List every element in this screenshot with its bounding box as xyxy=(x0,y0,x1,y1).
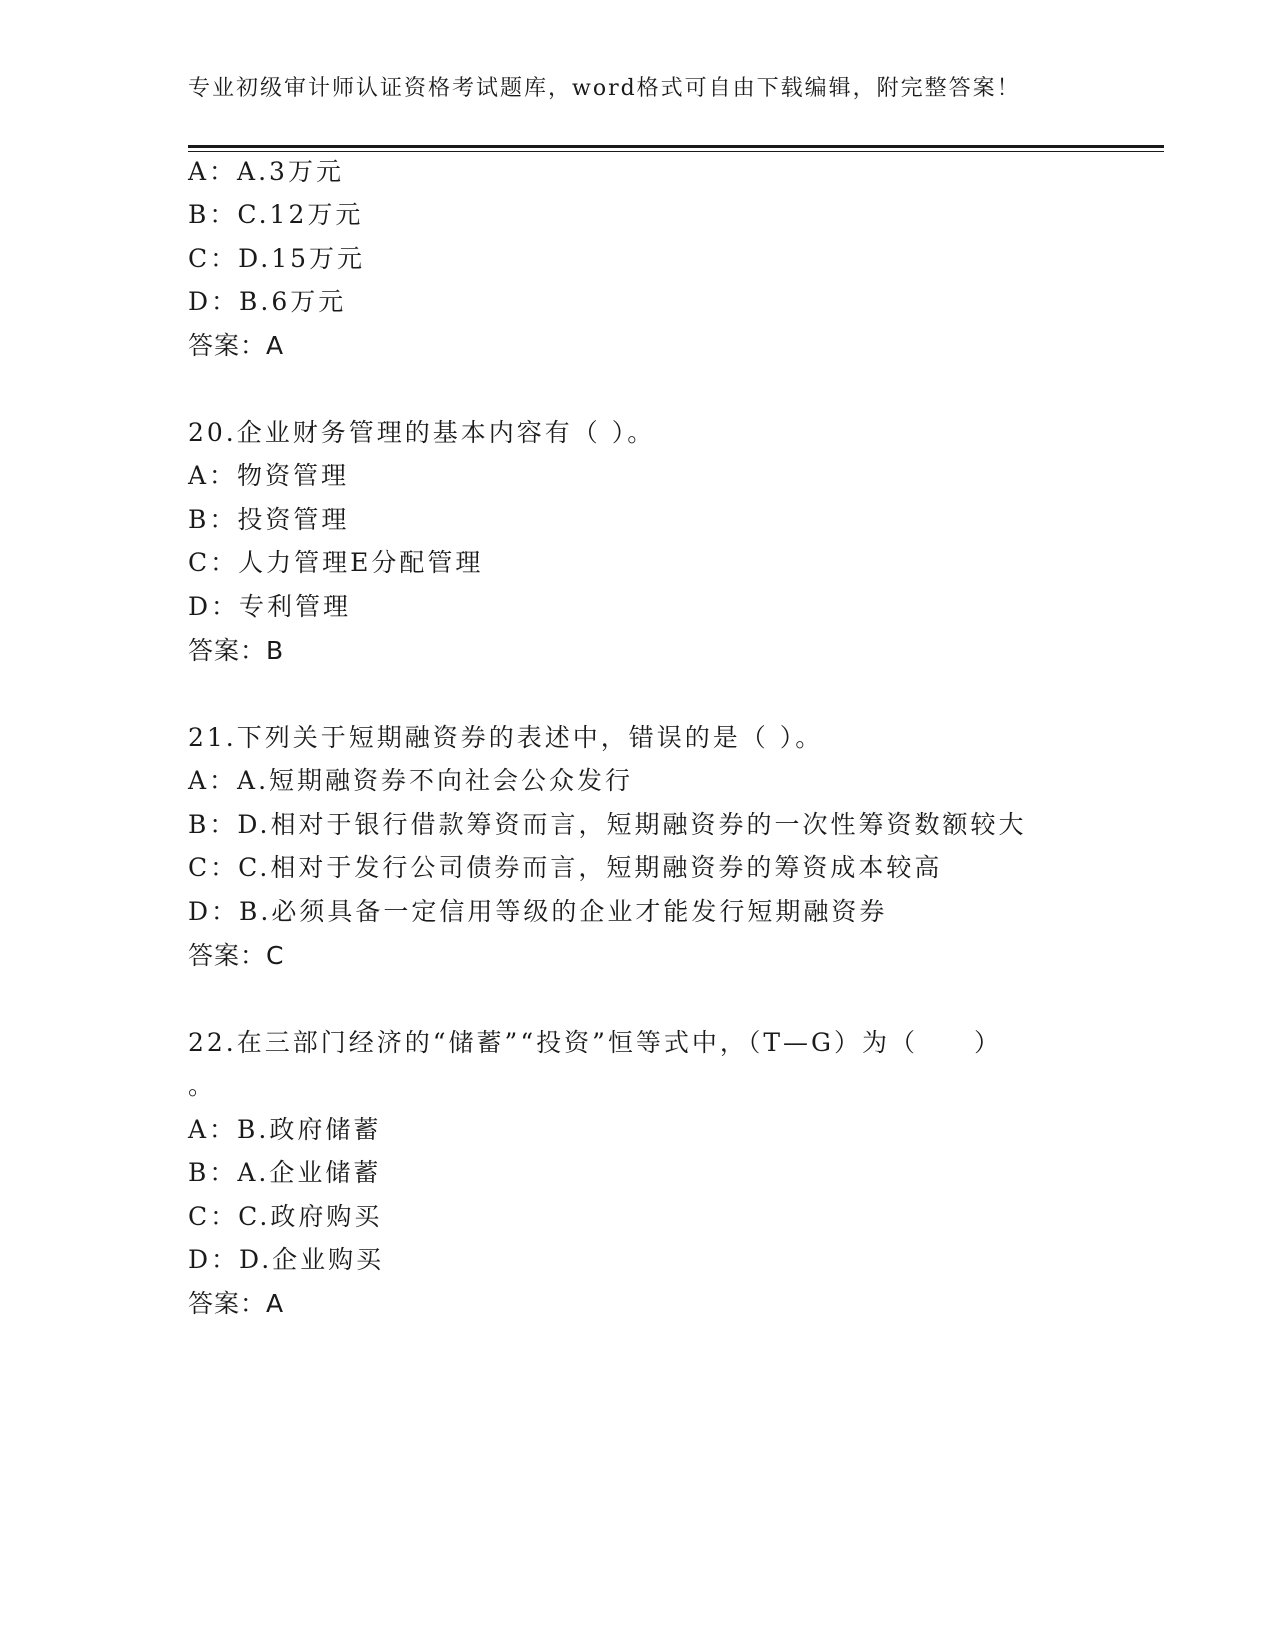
q20-option-b: B：投资管理 xyxy=(188,505,350,534)
q22-stem-continuation: 。 xyxy=(188,1071,217,1100)
q19-option-a: A：A.3万元 xyxy=(188,157,344,186)
q22-answer: 答案：A xyxy=(188,1289,285,1318)
q22-option-a: A：B.政府储蓄 xyxy=(188,1115,382,1144)
q20-stem: 20.企业财务管理的基本内容有（ ）。 xyxy=(188,418,656,447)
q20-answer: 答案：B xyxy=(188,636,285,665)
q21-stem: 21.下列关于短期融资券的表述中，错误的是（ ）。 xyxy=(188,723,824,752)
q19-option-d: D：B.6万元 xyxy=(188,287,347,316)
q21-option-d: D：B.必须具备一定信用等级的企业才能发行短期融资券 xyxy=(188,897,888,926)
q19-option-c: C：D.15万元 xyxy=(188,244,366,273)
q21-option-c: C：C.相对于发行公司债券而言，短期融资券的筹资成本较高 xyxy=(188,853,943,882)
header-rule-thin xyxy=(188,151,1164,152)
q22-option-b: B：A.企业储蓄 xyxy=(188,1158,382,1187)
q22-option-c: C：C.政府购买 xyxy=(188,1202,383,1231)
q19-answer: 答案：A xyxy=(188,331,285,360)
q19-option-b: B：C.12万元 xyxy=(188,200,364,229)
q20-option-a: A：物资管理 xyxy=(188,461,350,490)
q22-stem: 22.在三部门经济的“储蓄”“投资”恒等式中，（T—G）为（ ） xyxy=(188,1028,1003,1057)
q21-option-b: B：D.相对于银行借款筹资而言，短期融资券的一次性筹资数额较大 xyxy=(188,810,1027,839)
q21-answer: 答案：C xyxy=(188,941,285,970)
q20-option-c: C：人力管理E分配管理 xyxy=(188,548,484,577)
q21-option-a: A：A.短期融资券不向社会公众发行 xyxy=(188,766,634,795)
q20-option-d: D：专利管理 xyxy=(188,592,352,621)
header-rule-thick xyxy=(188,145,1164,148)
document-header: 专业初级审计师认证资格考试题库，word格式可自由下载编辑，附完整答案！ xyxy=(188,76,1021,101)
q22-option-d: D：D.企业购买 xyxy=(188,1245,385,1274)
